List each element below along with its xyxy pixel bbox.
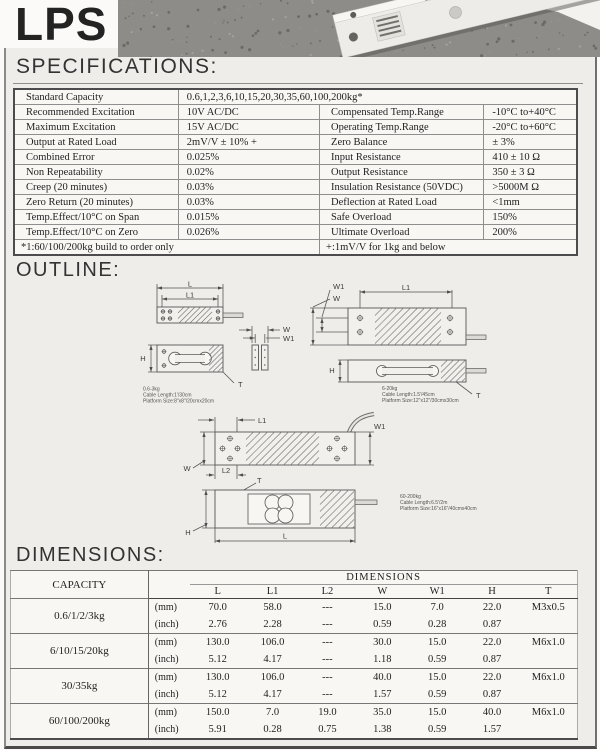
dim-value: 30.0 <box>355 634 410 652</box>
dim-label-L: L <box>187 280 193 289</box>
spec-label: Operating Temp.Range <box>320 120 484 135</box>
spec-label: Temp.Effect/10°C on Zero <box>14 225 178 240</box>
unit-cell: (mm) <box>148 599 190 617</box>
capacity-cell: 6/10/15/20kg <box>11 634 149 669</box>
dim-label-T: T <box>238 380 243 389</box>
cable <box>223 313 243 318</box>
spec-label: Output Resistance <box>320 165 484 180</box>
dim-value: 1.57 <box>482 723 502 735</box>
col-T: T <box>519 585 577 599</box>
outline-note: Platform Size:12"x12"/30cmx30cm <box>382 398 459 404</box>
outline-note: Platform Size:16"x16"/40cmx40cm <box>400 506 477 512</box>
spec-label: Creep (20 minutes) <box>14 180 178 195</box>
dim-value: 22.0 <box>465 634 520 652</box>
dim-value: 4.17 <box>263 653 282 665</box>
specifications-heading: SPECIFICATIONS: <box>16 55 218 78</box>
specifications-rule <box>13 83 583 84</box>
dim-label-W: W <box>283 325 291 334</box>
dim-label-H: H <box>329 366 335 375</box>
dimensions-heading: DIMENSIONS: <box>16 544 165 566</box>
outline-note: Cable Length:1.5'/45cm <box>382 392 435 398</box>
spec-value: 2mV/V ± 10% + <box>178 135 319 150</box>
dim-value: 106.0 <box>245 669 300 687</box>
outline-note: 60-200kg <box>400 494 421 500</box>
spec-value: -10°C to+40°C <box>484 105 577 120</box>
col-L2: L2 <box>300 585 355 599</box>
blank-cell <box>148 571 190 585</box>
blank-cell <box>519 721 577 739</box>
dim-value: 2.76 <box>208 618 227 630</box>
unit-cell: (inch) <box>154 653 179 665</box>
outline-drawings <box>0 280 600 568</box>
dim-value: 1.18 <box>373 653 392 665</box>
dim-value: --- <box>300 634 355 652</box>
dim-label-T: T <box>257 476 262 485</box>
dim-value: 0.87 <box>482 618 502 630</box>
capacity-cell: 60/100/200kg <box>11 704 149 740</box>
spec-row <box>14 195 577 210</box>
spec-value: 0.03% <box>178 180 319 195</box>
spec-row <box>14 105 577 120</box>
dim-label-W1: W1 <box>333 282 345 291</box>
col-L1: L1 <box>245 585 300 599</box>
dim-value: 106.0 <box>245 634 300 652</box>
dim-value: 58.0 <box>245 599 300 617</box>
dim-label-L2: L2 <box>221 466 231 475</box>
dim-value: 7.0 <box>410 599 465 617</box>
dim-value: 15.0 <box>410 669 465 687</box>
dims-row <box>11 634 578 652</box>
dim-label-T: T <box>476 391 481 400</box>
capacity-header: CAPACITY <box>11 571 149 599</box>
dim-value: 5.91 <box>208 723 227 735</box>
dim-value: 0.59 <box>427 688 447 700</box>
spec-footnote-row <box>14 240 577 256</box>
dim-label-W: W <box>333 294 341 303</box>
spec-label: Standard Capacity <box>14 89 178 105</box>
dim-value: 19.0 <box>300 704 355 722</box>
dim-value: --- <box>322 688 333 700</box>
spec-value: 0.6,1,2,3,6,10,15,20,30,35,60,100,200kg* <box>178 89 577 105</box>
outline-note: 6-20kg <box>382 386 398 392</box>
thread-value: M6x1.0 <box>519 669 577 687</box>
outline-note: Cable Length:6.5'/2m <box>400 500 448 506</box>
dim-label-L1: L1 <box>185 290 195 300</box>
outline-note: Platform Size:8"x8"/20cmx20cm <box>143 398 215 405</box>
col-H: H <box>465 585 520 599</box>
dim-value: 70.0 <box>190 599 245 617</box>
dim-value: 4.17 <box>263 688 282 700</box>
spec-label: Compensated Temp.Range <box>320 105 484 120</box>
spec-row <box>14 135 577 150</box>
dim-value: 40.0 <box>355 669 410 687</box>
blank-cell <box>519 686 577 704</box>
cable <box>355 500 377 505</box>
dimensions-header: DIMENSIONS <box>190 571 577 585</box>
dim-value: 130.0 <box>190 669 245 687</box>
dim-value: 5.12 <box>208 653 227 665</box>
capacity-cell: 30/35kg <box>11 669 149 704</box>
spec-value: 410 ± 10 Ω <box>484 150 577 165</box>
unit-cell: (inch) <box>154 618 179 630</box>
spec-footnote-left: *1:60/100/200kg build to order only <box>14 240 320 256</box>
dim-value: --- <box>322 618 333 630</box>
dims-row <box>11 669 578 687</box>
cable <box>466 369 486 374</box>
dim-value: 0.28 <box>263 723 282 735</box>
page-title: LPS <box>15 0 108 50</box>
spec-label: Non Repeatability <box>14 165 178 180</box>
outline-drawing-small <box>140 280 294 405</box>
col-W: W <box>355 585 410 599</box>
dim-label-H: H <box>140 354 146 363</box>
spec-row <box>14 120 577 135</box>
spec-label: Ultimate Overload <box>320 225 484 240</box>
dim-value: 5.12 <box>208 688 227 700</box>
capacity-cell: 0.6/1/2/3kg <box>11 599 149 634</box>
dim-value: 22.0 <box>465 599 520 617</box>
dim-value: 0.75 <box>318 723 337 735</box>
spec-row <box>14 165 577 180</box>
dim-value: 40.0 <box>465 704 520 722</box>
unit-cell: (mm) <box>148 634 190 652</box>
spec-label: Temp.Effect/10°C on Span <box>14 210 178 225</box>
spec-row <box>14 225 577 240</box>
dim-value: 15.0 <box>410 634 465 652</box>
dim-value: 35.0 <box>355 704 410 722</box>
spec-label: Maximum Excitation <box>14 120 178 135</box>
spec-label: Zero Return (20 minutes) <box>14 195 178 210</box>
blank-cell <box>148 585 190 599</box>
dim-label-L1: L1 <box>401 283 411 292</box>
outline-drawing-medium <box>310 282 486 404</box>
dim-value: 0.28 <box>427 618 447 630</box>
dim-value: 15.0 <box>355 599 410 617</box>
dims-header-row <box>11 571 578 585</box>
dims-row <box>11 599 578 617</box>
dim-value: 15.0 <box>410 704 465 722</box>
product-photo <box>118 0 600 57</box>
spec-value: <1mm <box>484 195 577 210</box>
thread-value: M6x1.0 <box>519 704 577 722</box>
cable <box>466 335 486 340</box>
unit-cell: (inch) <box>154 688 179 700</box>
dim-value: 0.87 <box>482 653 502 665</box>
col-W1: W1 <box>410 585 465 599</box>
dim-value: 2.28 <box>263 618 282 630</box>
dim-value: --- <box>300 669 355 687</box>
spec-label: Input Resistance <box>320 150 484 165</box>
unit-cell: (mm) <box>148 669 190 687</box>
spec-row <box>14 89 577 105</box>
spec-row <box>14 150 577 165</box>
spec-value: 150% <box>484 210 577 225</box>
dim-value: 150.0 <box>190 704 245 722</box>
spec-value: ± 3% <box>484 135 577 150</box>
dim-label-W: W <box>183 464 191 473</box>
thread-value: M3x0.5 <box>519 599 577 617</box>
spec-row <box>14 210 577 225</box>
spec-value: 15V AC/DC <box>178 120 319 135</box>
dim-value: --- <box>322 653 333 665</box>
dim-value: 0.87 <box>482 688 502 700</box>
dim-label-W1: W1 <box>283 334 295 343</box>
outline-note: Cable Length:1'/30cm <box>143 392 192 399</box>
spec-label: Combined Error <box>14 150 178 165</box>
dim-value: 7.0 <box>245 704 300 722</box>
dim-value: 1.38 <box>373 723 392 735</box>
dim-value: 1.57 <box>373 688 392 700</box>
spec-label: Recommended Excitation <box>14 105 178 120</box>
unit-cell: (inch) <box>154 723 179 735</box>
spec-value: 10V AC/DC <box>178 105 319 120</box>
dim-label-W1: W1 <box>374 422 386 431</box>
spec-label: Safe Overload <box>320 210 484 225</box>
dim-value: 0.59 <box>427 723 447 735</box>
outline-drawing-large <box>183 414 476 543</box>
outline-note: 0.6-3kg <box>143 386 160 393</box>
spec-row <box>14 180 577 195</box>
dim-value: 0.59 <box>373 618 392 630</box>
spec-value: 0.026% <box>178 225 319 240</box>
dim-value: 0.59 <box>427 653 447 665</box>
dimensions-table <box>10 570 578 740</box>
dims-row <box>11 704 578 722</box>
dim-value: 130.0 <box>190 634 245 652</box>
dim-value: --- <box>300 599 355 617</box>
spec-value: 0.015% <box>178 210 319 225</box>
spec-label: Insulation Resistance (50VDC) <box>320 180 484 195</box>
unit-cell: (mm) <box>148 704 190 722</box>
blank-cell <box>519 651 577 669</box>
outline-heading: OUTLINE: <box>16 259 121 281</box>
spec-value: 0.025% <box>178 150 319 165</box>
spec-label: Deflection at Rated Load <box>320 195 484 210</box>
spec-value: 200% <box>484 225 577 240</box>
specifications-table <box>13 88 578 256</box>
spec-value: 0.02% <box>178 165 319 180</box>
dim-label-L: L <box>282 531 288 541</box>
spec-value: -20°C to+60°C <box>484 120 577 135</box>
thread-value: M6x1.0 <box>519 634 577 652</box>
dim-value: 22.0 <box>465 669 520 687</box>
blank-cell <box>519 616 577 634</box>
spec-value: 0.03% <box>178 195 319 210</box>
dim-label-L1: L1 <box>258 416 267 425</box>
spec-label: Zero Balance <box>320 135 484 150</box>
col-L: L <box>190 585 245 599</box>
spec-value: 350 ± 3 Ω <box>484 165 577 180</box>
spec-label: Output at Rated Load <box>14 135 178 150</box>
spec-value: >5000M Ω <box>484 180 577 195</box>
dim-label-H: H <box>185 528 191 537</box>
spec-footnote-right: +:1mV/V for 1kg and below <box>320 240 577 256</box>
